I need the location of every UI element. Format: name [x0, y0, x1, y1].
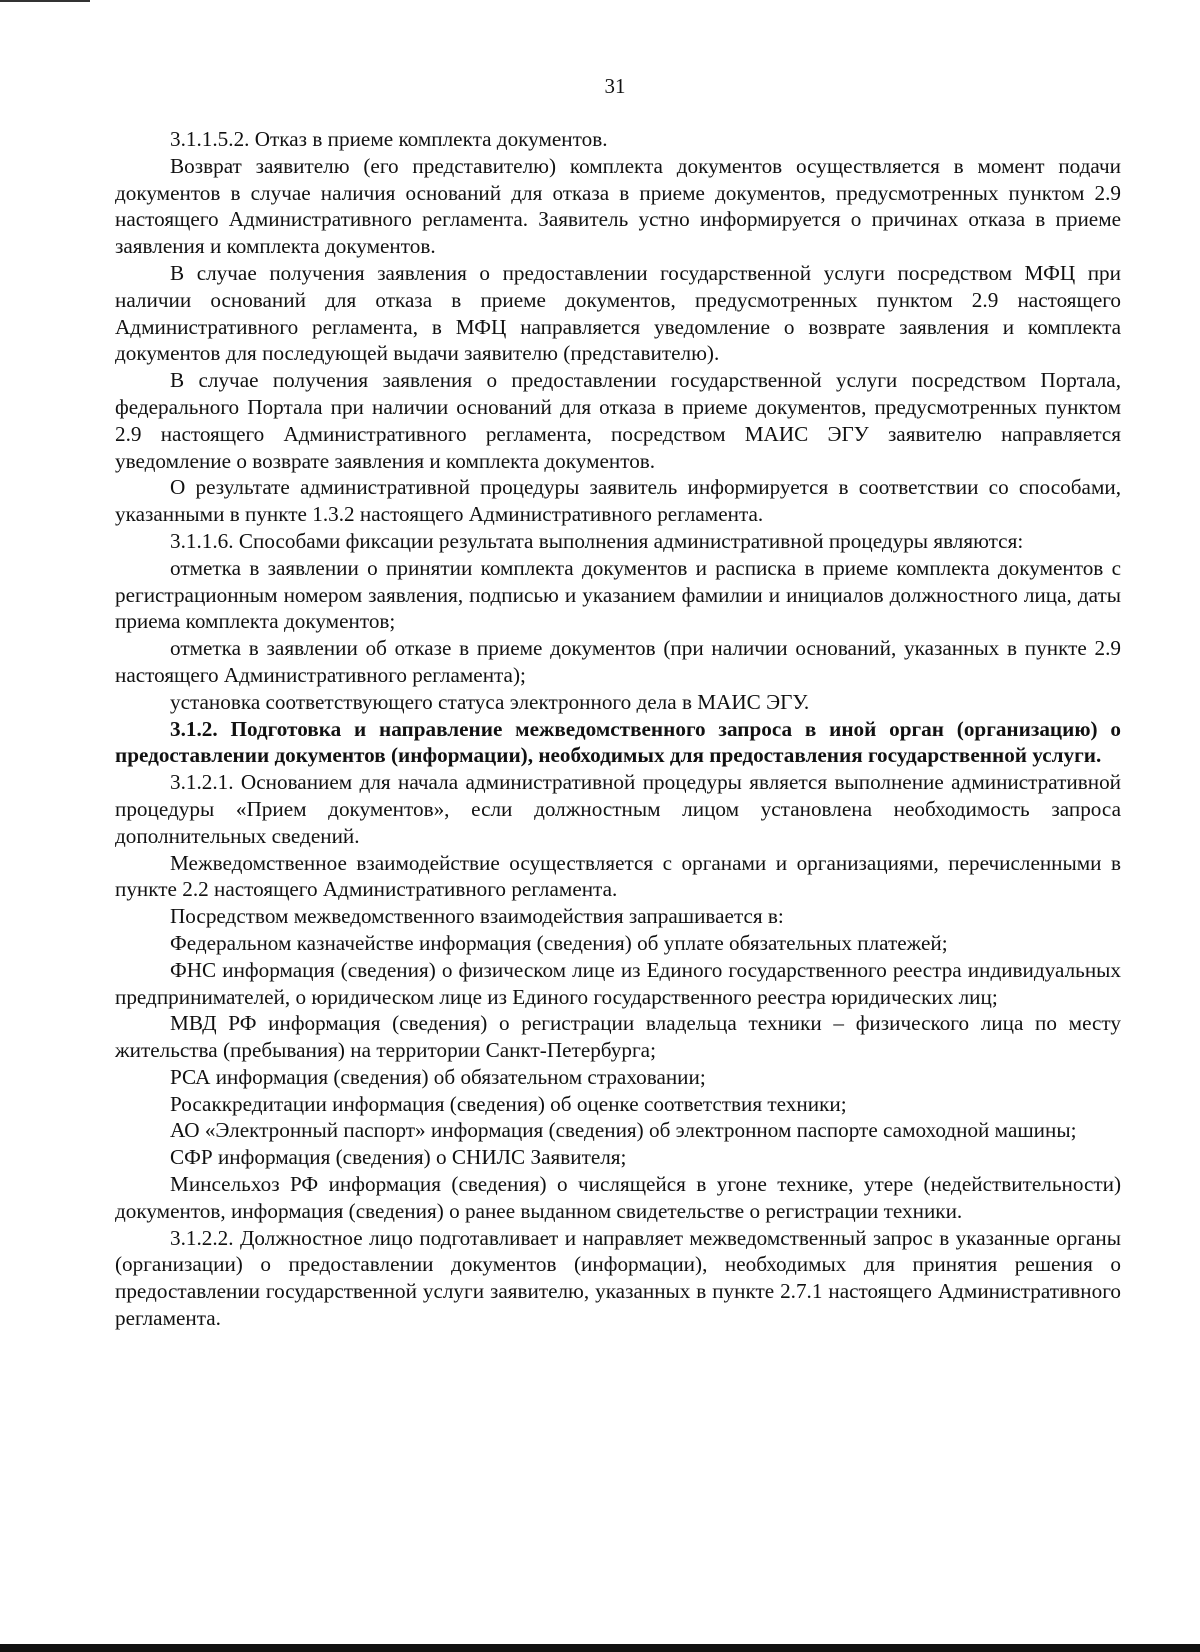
- paragraph: Посредством межведомственного взаимодействия запрашивается в:: [170, 904, 784, 929]
- paragraph: Федеральном казначействе информация (сведения) об уплате обязательных платежей;: [170, 930, 948, 955]
- paragraph: ФНС информация (сведения) о физическом лице из Единого государственного реестра индивидуальных предпринимателей, о юридическом лице из Единого государственного реестра юридических лиц;: [115, 957, 1121, 1009]
- paragraph: Минсельхоз РФ информация (сведения) о числящейся в угоне технике, утере (недействительности) документов, информация (сведения) о ранее выданном свидетельстве о регистрации техники.: [115, 1172, 1121, 1223]
- paragraph: РСА информация (сведения) об обязательном страховании;: [170, 1064, 706, 1089]
- paragraph: 3.1.1.6. Способами фиксации результата выполнения административной процедуры являются:: [170, 528, 1024, 553]
- paragraph: Межведомственное взаимодействие осуществляется с органами и организациями, перечисленными в пункте 2.2 настоящего Административного регламента.: [115, 850, 1121, 902]
- scan-edge-bottom: [0, 1644, 1200, 1652]
- paragraph: СФР информация (сведения) о СНИЛС Заявителя;: [170, 1145, 627, 1170]
- section-heading: 3.1.2. Подготовка и направление межведомственного запроса в иной орган (организацию) о предоставлении документов (информации), необходимых для предоставления государственной услуги.: [115, 716, 1121, 768]
- document-text: [115, 126, 1121, 1332]
- paragraph: В случае получения заявления о предоставлении государственной услуги посредством МФЦ при наличии оснований для отказа в приеме документов, предусмотренных пунктом 2.9 настоящего Административного регламента, в МФЦ направляется уведомление о возврате заявления и комплекта документов для последующей выдачи заявителю (представителю).: [115, 260, 1121, 366]
- paragraph: МВД РФ информация (сведения) о регистрации владельца техники – физического лица по месту жительства (пребывания) на территории Санкт-Петербурга;: [115, 1011, 1121, 1063]
- paragraph: Росаккредитации информация (сведения) об оценке соответствия техники;: [170, 1091, 847, 1116]
- scan-edge-top: [0, 0, 90, 2]
- paragraph: отметка в заявлении о принятии комплекта документов и расписка в приеме комплекта документов с регистрационным номером заявления, подписью и указанием фамилии и инициалов должностного лица, даты приема комплекта документов;: [115, 555, 1121, 634]
- paragraph: Возврат заявителю (его представителю) комплекта документов осуществляется в момент подачи документов в случае наличия оснований для отказа в приеме документов, предусмотренных пунктом 2.9 настоящего Административного регламента. Заявитель устно информируется о причинах отказа в приеме заявления и комплекта документов.: [115, 153, 1121, 259]
- paragraph: отметка в заявлении об отказе в приеме документов (при наличии оснований, указанных в пункте 2.9 настоящего Административного регламента);: [115, 636, 1121, 687]
- paragraph: АО «Электронный паспорт» информация (сведения) об электронном паспорте самоходной машины;: [170, 1118, 1077, 1143]
- paragraph: установка соответствующего статуса электронного дела в МАИС ЭГУ.: [170, 689, 810, 714]
- paragraph: О результате административной процедуры заявитель информируется в соответствии со способами, указанными в пункте 1.3.2 настоящего Административного регламента.: [115, 475, 1121, 527]
- page-number: 31: [604, 74, 626, 98]
- paragraph: В случае получения заявления о предоставлении государственной услуги посредством Портала, федерального Портала при наличии оснований для отказа в приеме документов, предусмотренных пунктом 2.9 настоящего Административного регламента, посредством МАИС ЭГУ заявителю направляется уведомление о возврате заявления и комплекта документов.: [115, 368, 1121, 473]
- paragraph: 3.1.2.2. Должностное лицо подготавливает и направляет межведомственный запрос в указанные органы (организации) о предоставлении документов (информации), необходимых для принятия решения о предоставлении государственной услуги заявителю, указанных в пункте 2.7.1 настоящего Административного регламента.: [115, 1225, 1121, 1331]
- paragraph: 3.1.2.1. Основанием для начала административной процедуры является выполнение административной процедуры «Прием документов», если должностным лицом установлена необходимость запроса дополнительных сведений.: [115, 770, 1121, 848]
- paragraph: 3.1.1.5.2. Отказ в приеме комплекта документов.: [170, 127, 608, 151]
